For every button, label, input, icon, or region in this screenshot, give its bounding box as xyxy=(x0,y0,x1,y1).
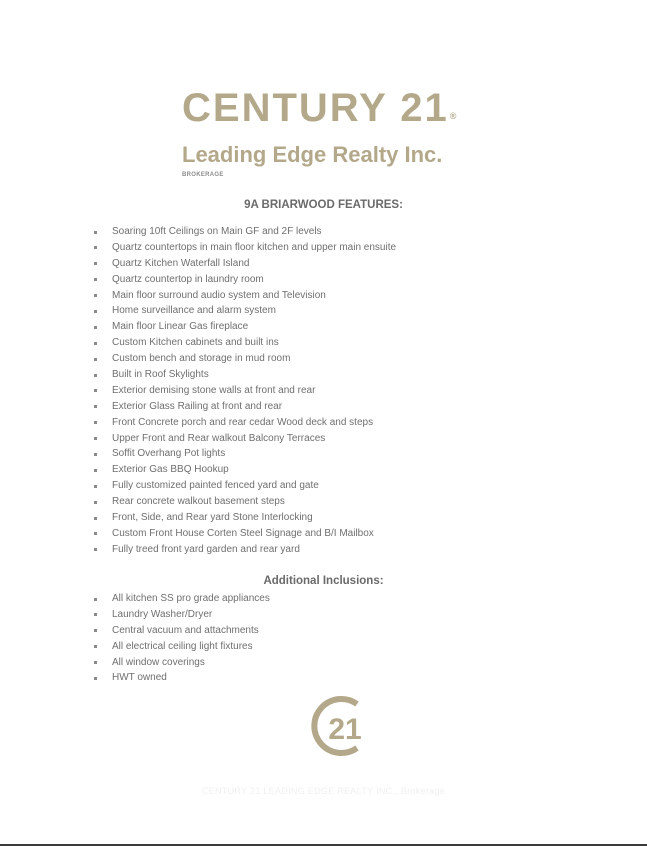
list-item-text: Main floor Linear Gas fireplace xyxy=(112,321,249,333)
brokerage-tag: BROKERAGE xyxy=(182,172,224,178)
list-item xyxy=(94,335,396,351)
bullet-icon xyxy=(94,629,97,632)
features-title: 9A BRIARWOOD FEATURES: xyxy=(244,199,403,211)
bullet-icon xyxy=(94,231,97,234)
list-item xyxy=(94,240,396,256)
list-item-text: HWT owned xyxy=(112,672,167,684)
list-item xyxy=(94,510,396,526)
list-item xyxy=(94,478,396,494)
bullet-icon xyxy=(94,294,97,297)
list-item-text: Upper Front and Rear walkout Balcony Terraces xyxy=(112,432,326,444)
brokerage-name: Leading Edge Realty Inc. xyxy=(182,142,443,167)
bullet-icon xyxy=(94,598,97,601)
list-item-text: Exterior Gas BBQ Hookup xyxy=(112,464,229,476)
list-item xyxy=(94,319,396,335)
list-item xyxy=(94,607,270,623)
list-item xyxy=(94,383,396,399)
list-item xyxy=(94,494,396,510)
list-item xyxy=(94,288,396,304)
list-item-text: Built in Roof Skylights xyxy=(112,369,209,381)
list-item-text: Fully customized painted fenced yard and gate xyxy=(112,480,319,492)
list-item-text: Soffit Overhang Pot lights xyxy=(112,448,226,460)
bullet-icon xyxy=(94,246,97,249)
list-item-text: Central vacuum and attachments xyxy=(112,624,259,636)
bullet-icon xyxy=(94,548,97,551)
list-item-text: Main floor surround audio system and Television xyxy=(112,289,326,301)
list-item xyxy=(94,367,396,383)
bullet-icon xyxy=(94,613,97,616)
list-item-text: All kitchen SS pro grade appliances xyxy=(112,593,270,604)
list-item xyxy=(94,224,396,240)
bullet-icon xyxy=(94,342,97,345)
list-item-text: Quartz countertop in laundry room xyxy=(112,273,264,285)
list-item xyxy=(94,303,396,319)
list-item xyxy=(94,526,396,542)
bullet-icon xyxy=(94,661,97,664)
list-item-text: All window coverings xyxy=(112,656,205,668)
inclusions-title: Additional Inclusions: xyxy=(263,575,384,587)
list-item-text: Exterior demising stone walls at front and rear xyxy=(112,384,316,396)
list-item-text: Front, Side, and Rear yard Stone Interlocking xyxy=(112,512,313,524)
list-item xyxy=(94,256,396,272)
list-item-text: Exterior Glass Railing at front and rear xyxy=(112,400,283,412)
bullet-icon xyxy=(94,374,97,377)
bullet-icon xyxy=(94,326,97,329)
seal-text: 21 xyxy=(328,713,362,746)
bullet-icon xyxy=(94,278,97,281)
list-item-text: Custom Front House Corten Steel Signage and B/I Mailbox xyxy=(112,527,374,539)
bullet-icon xyxy=(94,453,97,456)
list-item xyxy=(94,639,270,655)
century21-seal-icon xyxy=(309,692,367,760)
list-item xyxy=(94,415,396,431)
list-item-text: Quartz Kitchen Waterfall Island xyxy=(112,257,250,269)
list-item xyxy=(94,670,270,686)
list-item xyxy=(94,399,396,415)
list-item-text: All electrical ceiling light fixtures xyxy=(112,640,253,652)
bullet-icon xyxy=(94,358,97,361)
bullet-icon xyxy=(94,501,97,504)
bullet-icon xyxy=(94,262,97,265)
list-item xyxy=(94,446,396,462)
bullet-icon xyxy=(94,405,97,408)
bullet-icon xyxy=(94,532,97,535)
list-item xyxy=(94,542,396,558)
list-item-text: Home surveillance and alarm system xyxy=(112,305,276,317)
list-item-text: Soaring 10ft Ceilings on Main GF and 2F levels xyxy=(112,226,322,237)
list-item-text: Laundry Washer/Dryer xyxy=(112,608,213,620)
bullet-icon xyxy=(94,469,97,472)
century21-wordmark: CENTURY 21® xyxy=(182,86,459,130)
list-item-text: Front Concrete porch and rear cedar Wood deck and steps xyxy=(112,416,374,428)
list-item xyxy=(94,351,396,367)
list-item xyxy=(94,591,270,607)
list-item xyxy=(94,272,396,288)
bullet-icon xyxy=(94,437,97,440)
bullet-icon xyxy=(94,645,97,648)
list-item xyxy=(94,655,270,671)
features-list xyxy=(94,224,396,558)
bullet-icon xyxy=(94,421,97,424)
list-item-text: Rear concrete walkout basement steps xyxy=(112,496,285,508)
footer-text: CENTURY 21 LEADING EDGE REALTY INC., Brokerage xyxy=(201,786,446,796)
bullet-icon xyxy=(94,310,97,313)
brand-header xyxy=(182,86,458,178)
inclusions-list xyxy=(94,591,270,686)
registered-mark: ® xyxy=(449,111,459,121)
list-item xyxy=(94,623,270,639)
bullet-icon xyxy=(94,517,97,520)
list-item-text: Custom bench and storage in mud room xyxy=(112,353,291,365)
list-item-text: Custom Kitchen cabinets and built ins xyxy=(112,337,279,349)
bullet-icon xyxy=(94,677,97,680)
list-item xyxy=(94,462,396,478)
list-item-text: Fully treed front yard garden and rear yard xyxy=(112,543,300,555)
bullet-icon xyxy=(94,389,97,392)
bullet-icon xyxy=(94,485,97,488)
list-item xyxy=(94,431,396,447)
list-item-text: Quartz countertops in main floor kitchen and upper main ensuite xyxy=(112,241,397,253)
